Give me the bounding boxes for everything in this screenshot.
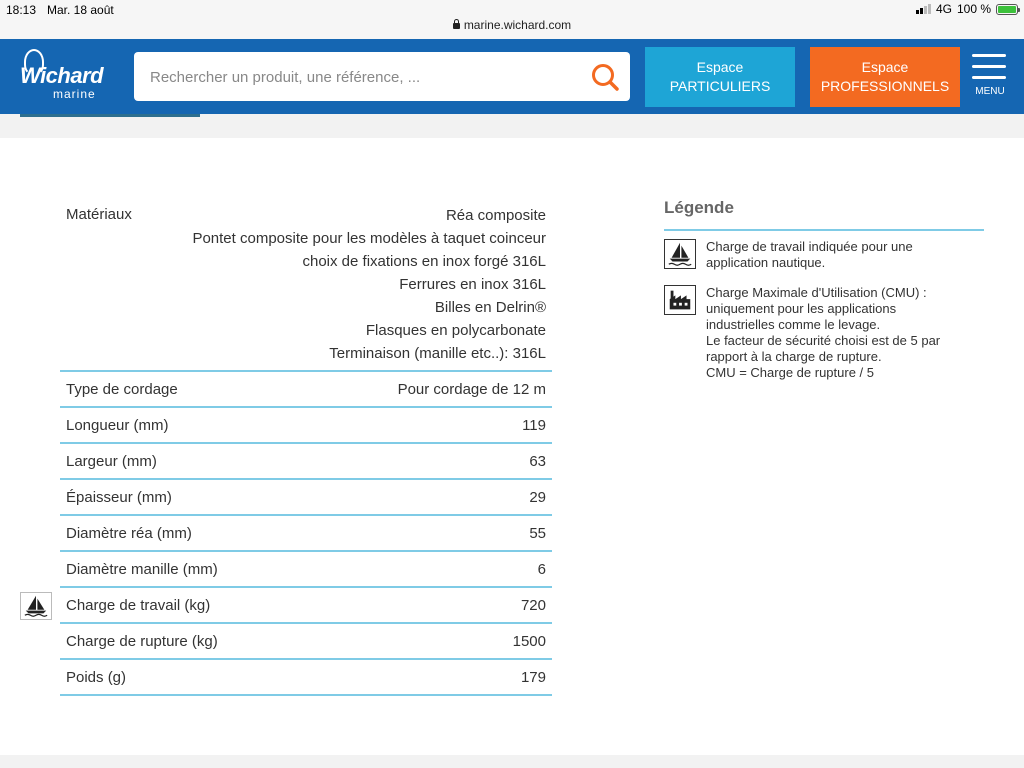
espace-professionnels-line2: PROFESSIONNELS [820, 78, 950, 94]
legend-text: Charge Maximale d'Utilisation (CMU) : [706, 285, 927, 300]
materials-value: Billes en Delrin® [434, 299, 546, 316]
legend-panel [664, 198, 984, 381]
status-bar [0, 0, 1024, 40]
row-label: Charge de travail (kg) [66, 597, 211, 614]
site-header [0, 39, 1024, 114]
factory-icon [664, 285, 696, 315]
legend-item-nautical [664, 239, 984, 271]
status-indicators [916, 2, 1018, 16]
legend-text: Le facteur de sécurité choisi est de 5 par [706, 333, 941, 348]
specifications-table [60, 200, 552, 696]
row-value: 720 [520, 597, 546, 614]
sailboat-icon [664, 239, 696, 269]
legend-text: industrielles comme le levage. [706, 317, 881, 332]
table-row [60, 480, 552, 516]
battery-fill [998, 6, 1016, 13]
materials-value: choix de fixations en inox forgé 316L [302, 253, 546, 270]
materials-label: Matériaux [66, 206, 132, 223]
row-label: Épaisseur (mm) [66, 489, 172, 506]
sub-navigation-bar [0, 114, 1024, 138]
row-value: 6 [537, 561, 546, 578]
legend-text: CMU = Charge de rupture / 5 [706, 365, 874, 380]
network-label: 4G [935, 2, 952, 16]
row-label: Type de cordage [66, 381, 178, 398]
materials-value: Terminaison (manille etc..): 316L [329, 345, 546, 362]
table-row [60, 660, 552, 696]
legend-text: application nautique. [706, 255, 826, 270]
status-date: Mar. 18 août [47, 3, 114, 17]
menu-button[interactable] [970, 54, 1010, 104]
espace-particuliers-line2: PARTICULIERS [669, 78, 771, 94]
battery-icon [996, 4, 1018, 15]
row-label: Diamètre réa (mm) [66, 525, 192, 542]
materials-value: Pontet composite pour les modèles à taquet coinceur [192, 230, 546, 247]
signal-icon [916, 4, 931, 14]
materials-value: Ferrures en inox 316L [399, 276, 546, 293]
espace-particuliers-line1: Espace [696, 59, 744, 75]
row-value: 55 [529, 525, 546, 542]
espace-professionnels-button[interactable] [810, 47, 960, 107]
row-label: Charge de rupture (kg) [66, 633, 218, 650]
row-value: 1500 [512, 633, 546, 650]
row-label: Largeur (mm) [66, 453, 157, 470]
logo-subtitle: marine [53, 87, 96, 101]
table-row [60, 516, 552, 552]
address-bar[interactable] [0, 18, 1024, 32]
legend-item-industrial [664, 285, 984, 381]
search-input[interactable] [150, 67, 580, 87]
table-row [60, 624, 552, 660]
row-value: 63 [529, 453, 546, 470]
row-value: 119 [522, 417, 546, 434]
menu-label: MENU [975, 86, 1005, 97]
address-url: marine.wichard.com [463, 18, 572, 32]
table-row [60, 588, 552, 624]
row-label: Poids (g) [66, 669, 127, 686]
table-row [60, 444, 552, 480]
legend-text: rapport à la charge de rupture. [706, 349, 882, 364]
row-value: Pour cordage de 12 m [397, 381, 546, 398]
materials-value: Réa composite [445, 207, 546, 224]
active-tab-indicator [20, 114, 200, 117]
espace-particuliers-button[interactable] [645, 47, 795, 107]
search-icon[interactable] [590, 62, 620, 92]
espace-professionnels-line1: Espace [861, 59, 909, 75]
sailboat-icon [20, 592, 52, 620]
row-value: 179 [520, 669, 546, 686]
legend-title: Légende [664, 198, 984, 231]
materials-row [60, 200, 552, 372]
status-time: 18:13 [6, 3, 37, 17]
table-row [60, 408, 552, 444]
lock-icon [453, 23, 460, 29]
materials-value: Flasques en polycarbonate [365, 322, 546, 339]
legend-text: Charge de travail indiquée pour une [706, 239, 913, 254]
row-value: 29 [529, 489, 546, 506]
search-box [134, 52, 630, 101]
table-row [60, 552, 552, 588]
hamburger-icon [972, 54, 1006, 78]
wichard-logo[interactable] [20, 51, 115, 101]
table-row [60, 372, 552, 408]
row-label: Longueur (mm) [66, 417, 169, 434]
logo-wordmark: Wichard [20, 63, 104, 88]
battery-label: 100 % [956, 2, 991, 16]
footer-bar [0, 755, 1024, 768]
materials-values [192, 204, 546, 365]
row-label: Diamètre manille (mm) [66, 561, 218, 578]
legend-text: uniquement pour les applications [706, 301, 897, 316]
